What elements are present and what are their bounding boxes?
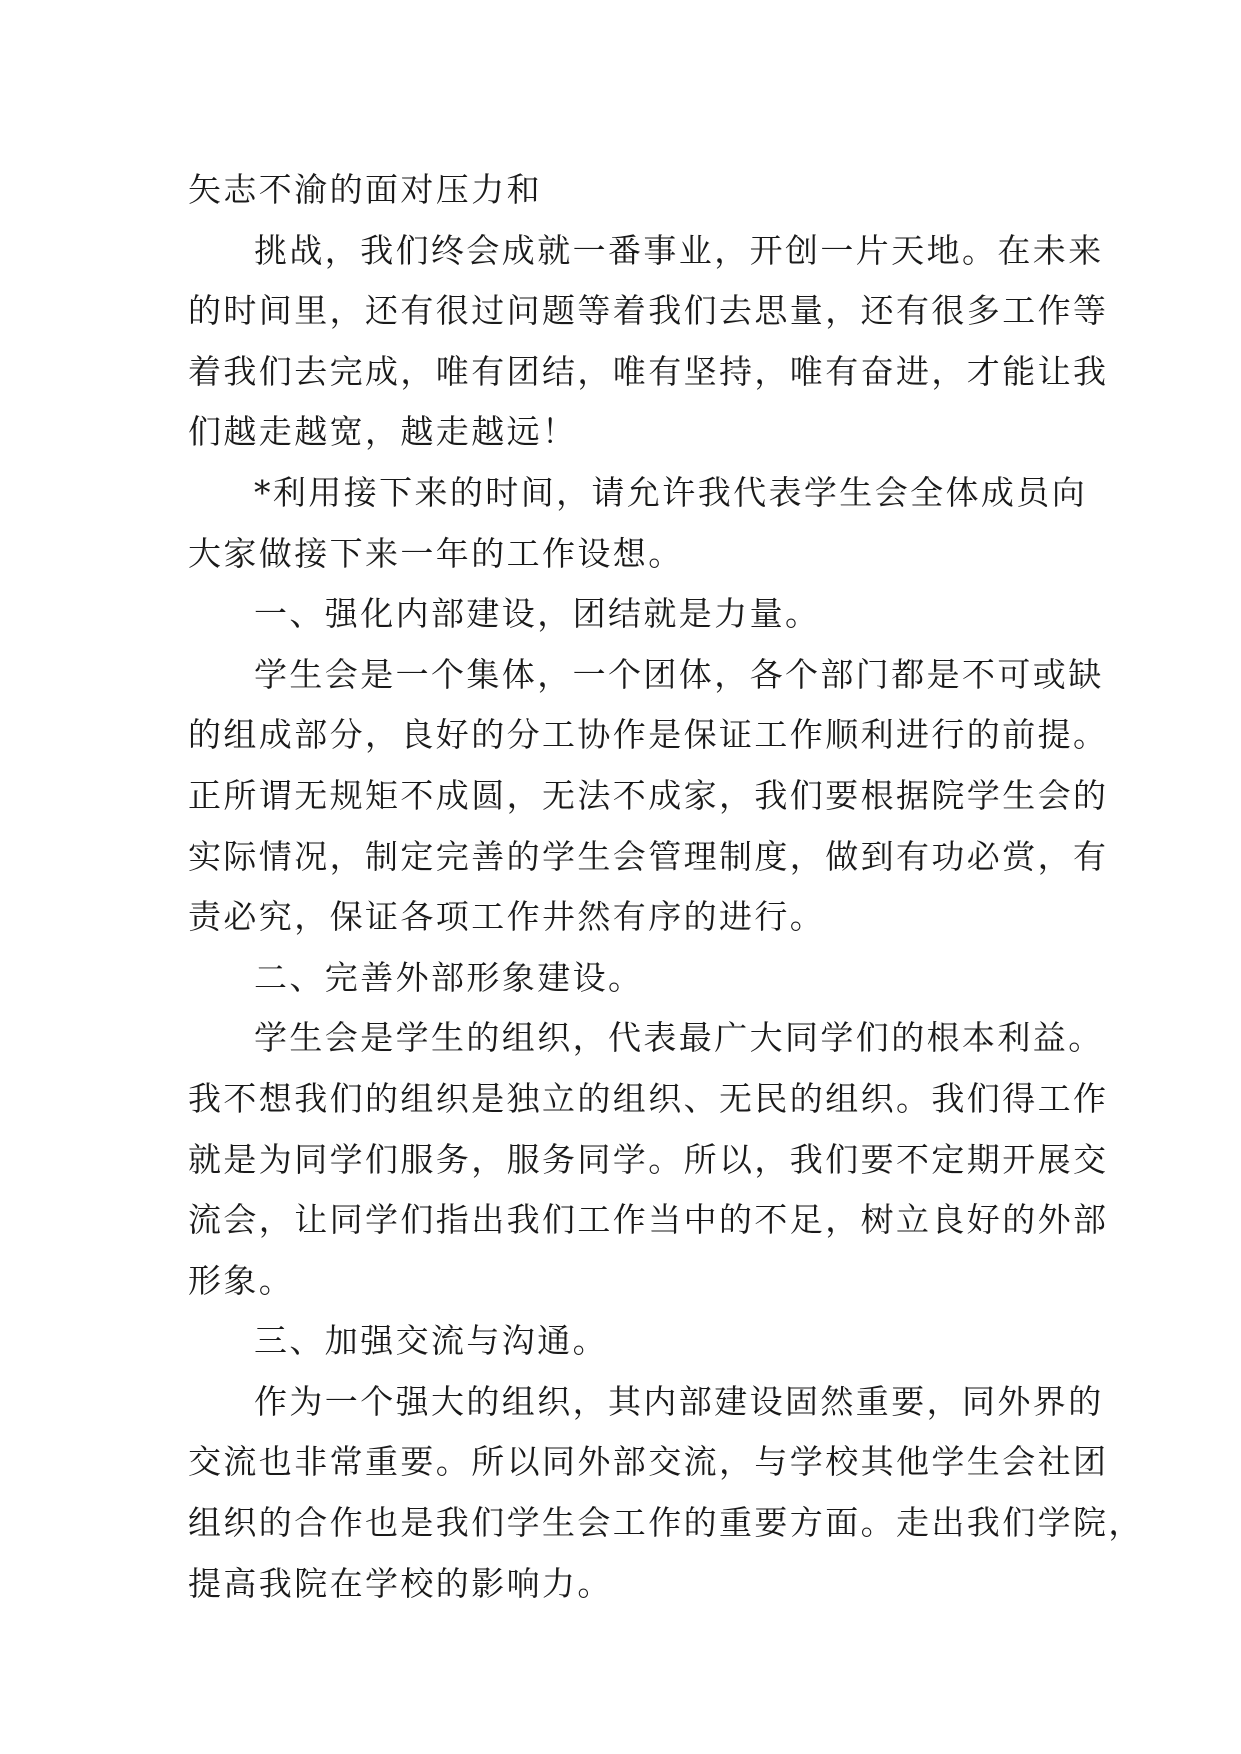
- text-line: 流会，让同学们指出我们工作当中的不足，树立良好的外部: [188, 1200, 1109, 1240]
- text-line: 作为一个强大的组织，其内部建设固然重要，同外界的: [254, 1381, 1104, 1421]
- text-line: 交流也非常重要。所以同外部交流，与学校其他学生会社团: [188, 1442, 1109, 1482]
- text-line: *利用接下来的时间，请允许我代表学生会全体成员向: [254, 472, 1088, 512]
- text-line: 实际情况，制定完善的学生会管理制度，做到有功必赏，有: [188, 836, 1109, 876]
- text-line: 的时间里，还有很过问题等着我们去思量，还有很多工作等: [188, 291, 1109, 331]
- text-line: 挑战，我们终会成就一番事业，开创一片天地。在未来: [254, 230, 1104, 270]
- text-line: 的组成部分，良好的分工协作是保证工作顺利进行的前提。: [188, 715, 1109, 755]
- text-line: 矢志不渝的面对压力和: [188, 170, 542, 209]
- text-line: 一、强化内部建设，团结就是力量。: [254, 594, 821, 634]
- text-line: 形象。: [188, 1260, 295, 1300]
- text-line: 正所谓无规矩不成圆，无法不成家，我们要根据院学生会的: [188, 775, 1109, 815]
- text-line: 就是为同学们服务，服务同学。所以，我们要不定期开展交: [188, 1139, 1109, 1179]
- text-line: 学生会是一个集体，一个团体，各个部门都是不可或缺: [254, 654, 1104, 694]
- text-line: 二、完善外部形象建设。: [254, 957, 644, 997]
- text-line: 们越走越宽，越走越远！: [188, 412, 578, 452]
- text-line: 组织的合作也是我们学生会工作的重要方面。走出我们学院，: [188, 1503, 1144, 1543]
- text-line: 我不想我们的组织是独立的组织、无民的组织。我们得工作: [188, 1078, 1109, 1118]
- text-line: 着我们去完成，唯有团结，唯有坚持，唯有奋进，才能让我: [188, 351, 1109, 391]
- text-line: 提高我院在学校的影响力。: [188, 1563, 613, 1603]
- text-line: 责必究，保证各项工作井然有序的进行。: [188, 897, 826, 937]
- text-line: 大家做接下来一年的工作设想。: [188, 533, 684, 573]
- text-line: 三、加强交流与沟通。: [254, 1321, 608, 1361]
- text-line: 学生会是学生的组织，代表最广大同学们的根本利益。: [254, 1018, 1104, 1058]
- document-body: [188, 160, 1144, 1614]
